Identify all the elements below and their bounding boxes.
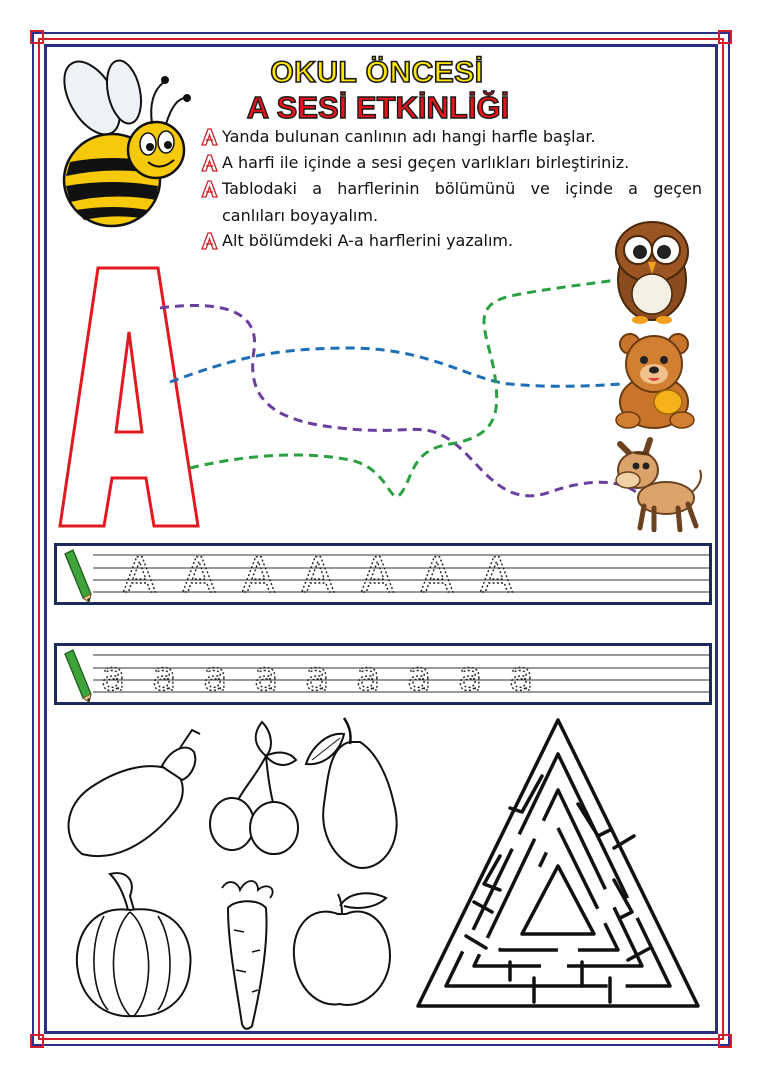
trace-letter: a: [203, 654, 228, 700]
path-green: [190, 280, 616, 496]
trace-letter: a: [458, 654, 483, 700]
trace-letter: a: [407, 654, 432, 700]
letter-a-bullet-icon: [200, 180, 218, 198]
practice-row-lowercase: [54, 643, 712, 705]
practice-row-uppercase: [54, 543, 712, 605]
trace-letter: A: [182, 548, 216, 602]
trace-letter: A: [301, 548, 335, 602]
cherry-icon: [206, 720, 302, 856]
donkey-icon: [614, 436, 706, 532]
frame-corner: [30, 1034, 44, 1048]
path-purple: [160, 305, 636, 495]
trace-letters-lowercase: [89, 646, 569, 702]
path-blue: [170, 348, 622, 386]
instruction-item: A harfi ile içinde a sesi geçen varlıkları birleştiriniz.: [200, 150, 702, 176]
letter-a-bullet-icon: [200, 154, 218, 172]
page-subtitle: A SESİ ETKİNLİĞİ: [246, 90, 510, 125]
instruction-item: Alt bölümdeki A-a harflerini yazalım.: [200, 228, 702, 254]
frame-corner: [30, 30, 44, 44]
frame-corner: [718, 1034, 732, 1048]
trace-letter: a: [101, 654, 126, 700]
trace-letter: A: [420, 548, 454, 602]
trace-letter: A: [123, 548, 156, 602]
page-title: OKUL ÖNCESİ: [270, 56, 484, 89]
frame-corner: [718, 30, 732, 44]
eggplant-icon: [62, 726, 204, 864]
instruction-item: Tablodaki a harflerinin bölümünü ve içinde a geçen: [200, 176, 702, 202]
pencil-icon: [59, 548, 95, 604]
trace-letter: a: [509, 654, 534, 700]
trace-letter: a: [152, 654, 177, 700]
trace-letter: a: [356, 654, 381, 700]
trace-letters-uppercase: [111, 546, 571, 602]
pear-icon: [300, 712, 404, 870]
apple-icon: [290, 884, 398, 1010]
bear-icon: [608, 330, 704, 430]
instruction-continuation: canlıları boyayalım.: [222, 206, 379, 225]
trace-letter: A: [480, 548, 513, 602]
pumpkin-icon: [70, 870, 196, 1020]
letter-a-bullet-icon: [200, 232, 218, 250]
carrot-icon: [208, 874, 292, 1032]
matching-paths: [150, 270, 650, 510]
trace-letter: A: [242, 548, 275, 602]
trace-letter: a: [254, 654, 279, 700]
triangle-maze: [414, 716, 702, 1012]
trace-letter: a: [305, 654, 330, 700]
instruction-item: Yanda bulunan canlının adı hangi harfle başlar.: [200, 124, 702, 150]
trace-letter: A: [361, 548, 394, 602]
owl-icon: [612, 218, 692, 324]
bee-icon: [52, 58, 192, 234]
letter-a-bullet-icon: [200, 128, 218, 146]
